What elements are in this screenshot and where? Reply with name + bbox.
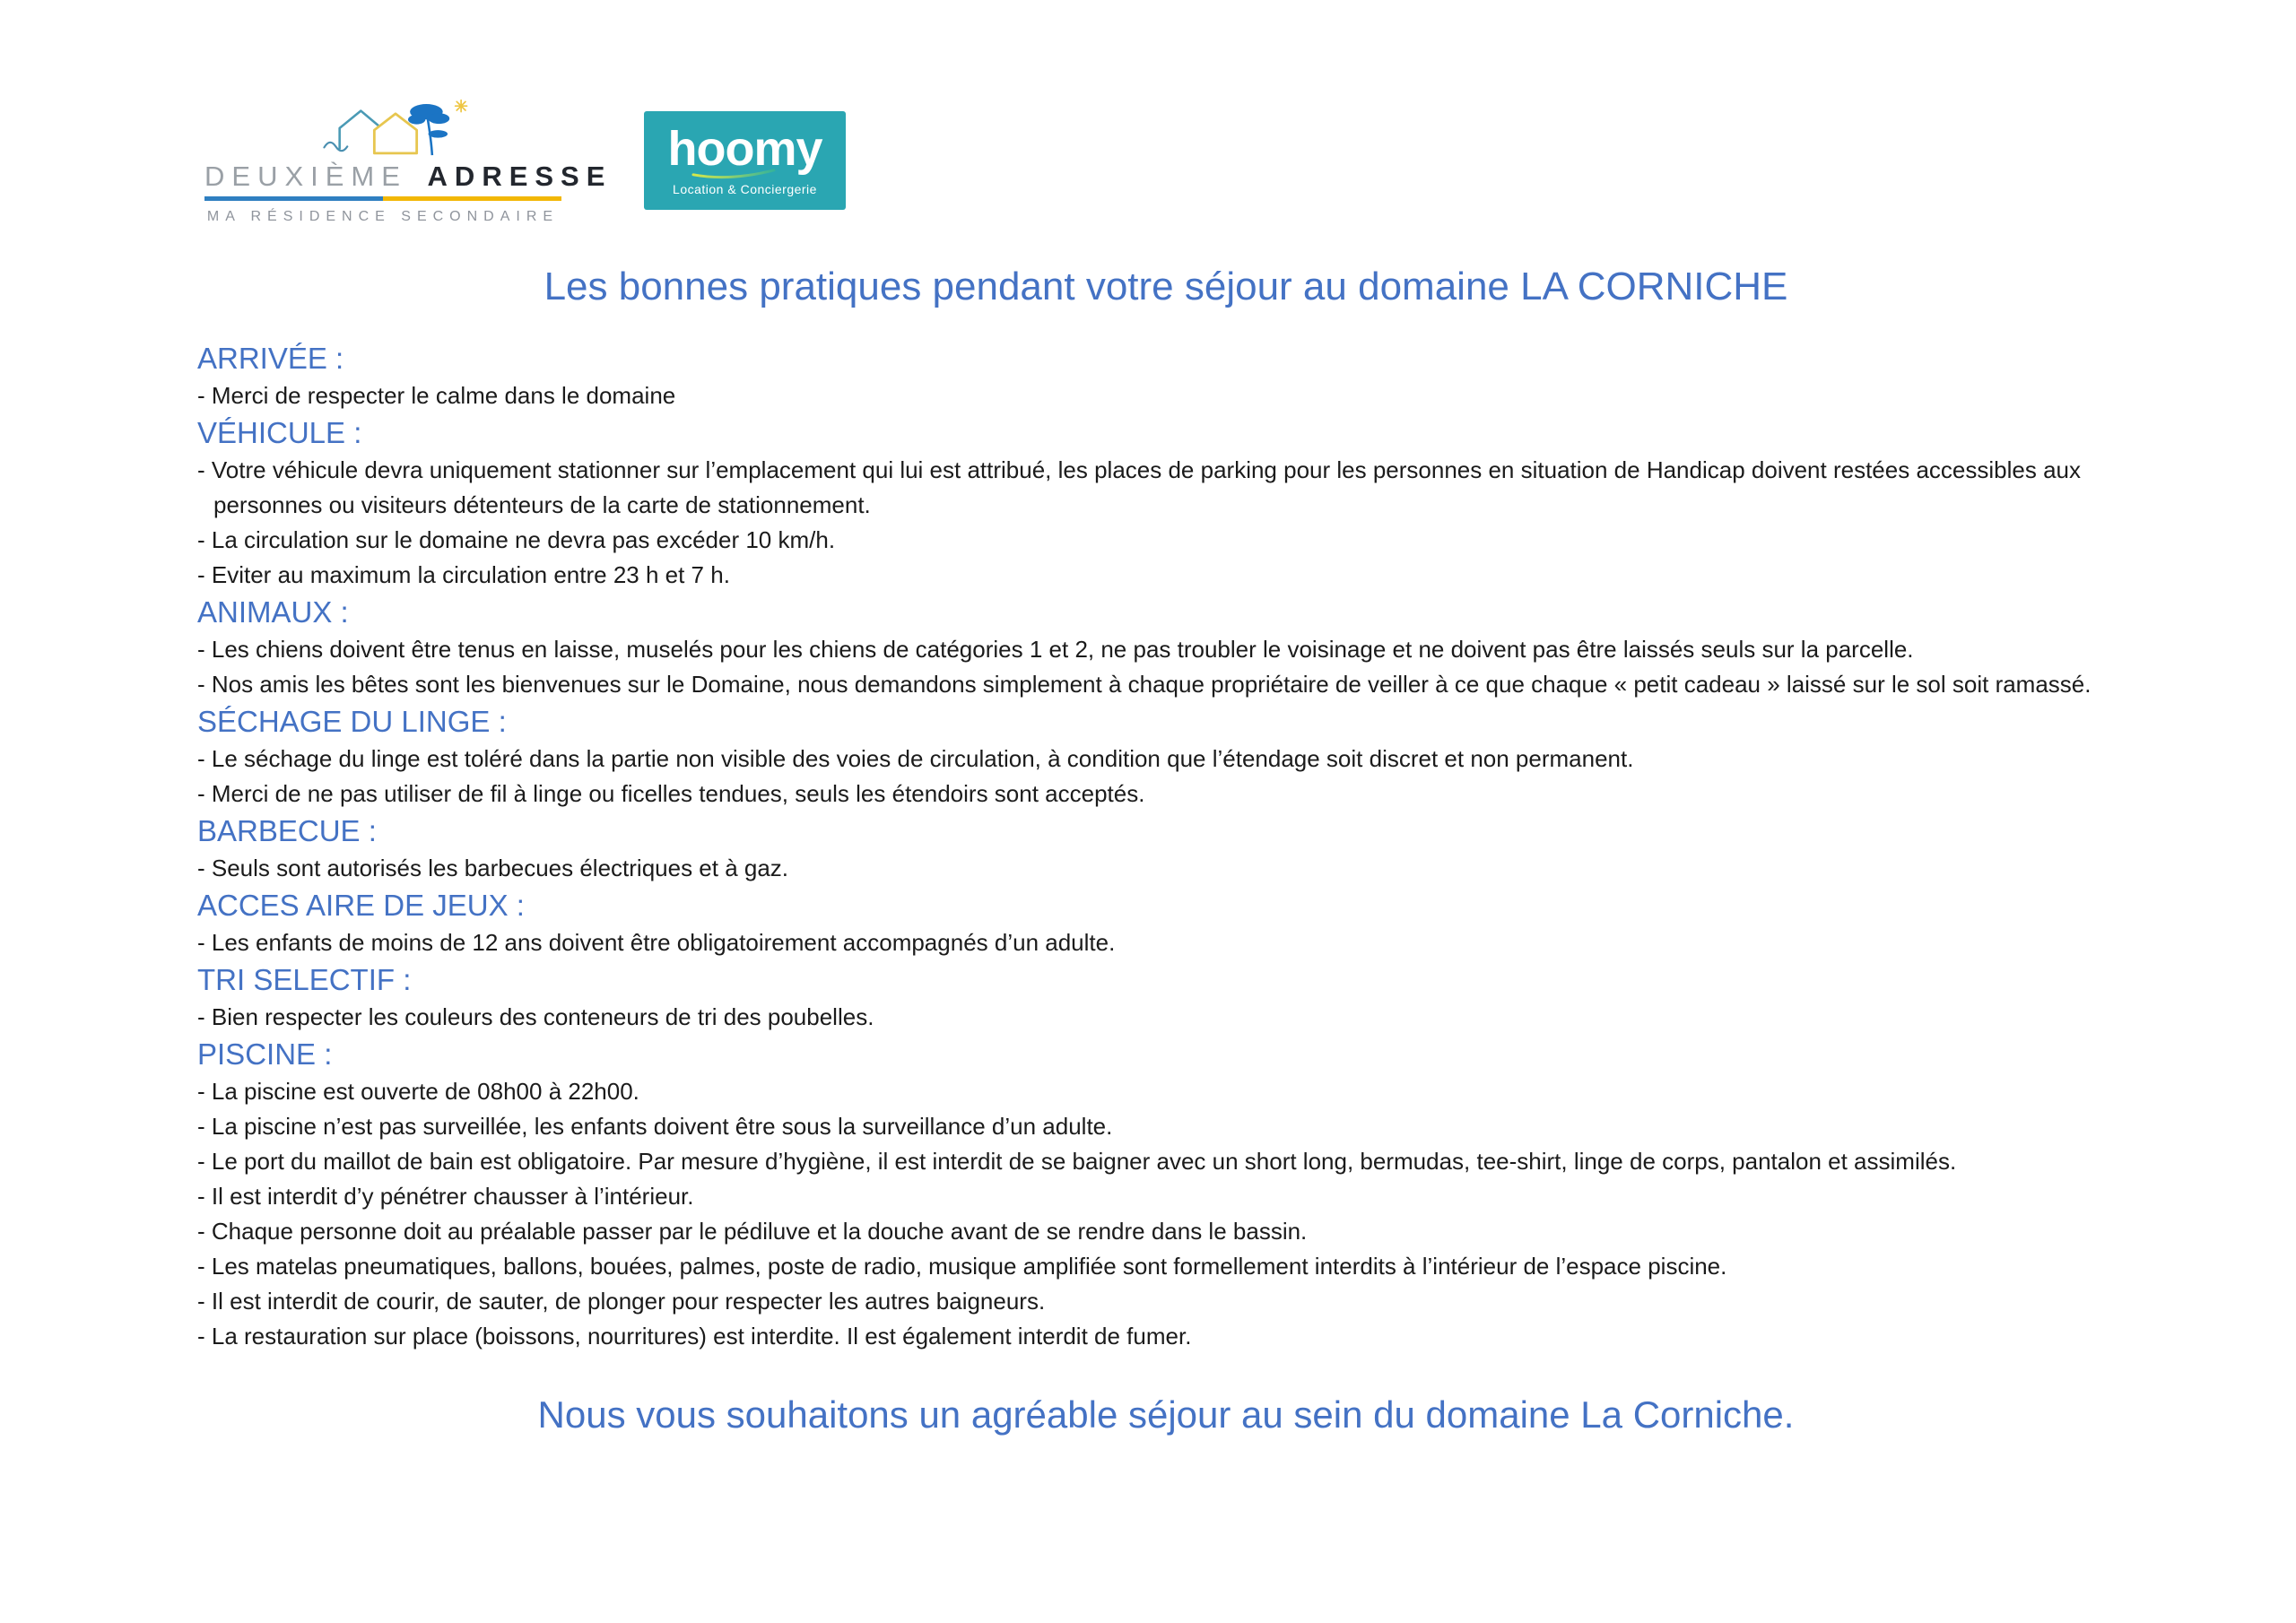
document-body	[197, 260, 2135, 1440]
rules-section	[197, 886, 2135, 960]
rule-item: - Il est interdit de courir, de sauter, de plonger pour respecter les autres baigneurs.	[197, 1288, 1046, 1315]
underline-yellow-segment	[383, 196, 561, 201]
rule-item: - Bien respecter les couleurs des conteneurs de tri des poubelles.	[197, 1003, 874, 1030]
rule-item: - Nos amis les bêtes sont les bienvenues sur le Domaine, nous demandons simplement à chaque propriétaire de veiller à ce que chaque « petit cadeau » laissé sur le sol soit ramassé.	[197, 671, 2092, 698]
underline-blue-segment	[204, 196, 383, 201]
rule-item: - Merci de ne pas utiliser de fil à linge ou ficelles tendues, seuls les étendoirs sont acceptés.	[197, 780, 1145, 807]
section-heading: TRI SELECTIF :	[197, 963, 412, 996]
logo-word-deuxieme: DEUXIÈME	[204, 161, 407, 192]
rule-item: - La piscine est ouverte de 08h00 à 22h00.	[197, 1078, 639, 1105]
rules-section	[197, 960, 2135, 1035]
section-heading: ARRIVÉE :	[197, 342, 344, 375]
rule-item: - Les matelas pneumatiques, ballons, bouées, palmes, poste de radio, musique amplifiée sont formellement interdits à l’intérieur de l’espace piscine.	[197, 1253, 1727, 1280]
deuxieme-adresse-wordmark	[204, 161, 613, 192]
rules-section	[197, 1035, 2135, 1354]
section-heading: ANIMAUX :	[197, 595, 349, 629]
rule-item: - Le séchage du linge est toléré dans la partie non visible des voies de circulation, à condition que l’étendage soit discret et non permanent.	[197, 745, 1634, 772]
rule-item: - Les chiens doivent être tenus en laisse, muselés pour les chiens de catégories 1 et 2, ne pas troubler le voisinage et ne doivent pas être laissés seuls sur la parcelle.	[197, 636, 1914, 663]
rule-item: - Le port du maillot de bain est obligatoire. Par mesure d’hygiène, il est interdit de se baigner avec un short long, bermudas, tee-shirt, linge de corps, pantalon et assimilés.	[197, 1148, 1957, 1175]
rule-item: - Seuls sont autorisés les barbecues électriques et à gaz.	[197, 855, 789, 881]
rule-item: - Votre véhicule devra uniquement stationner sur l’emplacement qui lui est attribué, les places de parking pour les personnes en situation de Handicap doivent restées accessibles aux personnes ou visiteurs détenteurs de la carte de stationnement.	[197, 456, 2081, 518]
section-heading: PISCINE :	[197, 1037, 333, 1071]
rule-item: - Chaque personne doit au préalable passer par le pédiluve et la douche avant de se rendre dans le bassin.	[197, 1218, 1308, 1245]
rules-section	[197, 339, 2135, 413]
rule-item: - Il est interdit d’y pénétrer chausser à l’intérieur.	[197, 1183, 694, 1210]
logo-two-color-underline	[204, 196, 561, 201]
rule-item: - La circulation sur le domaine ne devra pas excéder 10 km/h.	[197, 526, 836, 553]
section-heading: VÉHICULE :	[197, 416, 362, 449]
page-title: Les bonnes pratiques pendant votre séjour au domaine LA CORNICHE	[544, 265, 1788, 308]
rule-item: - Les enfants de moins de 12 ans doivent être obligatoirement accompagnés d’un adulte.	[197, 929, 1116, 956]
rules-section	[197, 812, 2135, 886]
rule-item: - La restauration sur place (boissons, nourritures) est interdite. Il est également interdit de fumer.	[197, 1323, 1192, 1350]
rule-item: - La piscine n’est pas surveillée, les enfants doivent être sous la surveillance d’un adulte.	[197, 1113, 1113, 1140]
sun-icon	[456, 100, 467, 112]
section-heading: BARBECUE :	[197, 814, 377, 847]
closing-message: Nous vous souhaitons un agréable séjour au sein du domaine La Corniche.	[537, 1393, 1795, 1436]
hoomy-smile-swoosh-icon	[689, 168, 778, 180]
deuxieme-adresse-tagline: MA RÉSIDENCE SECONDAIRE	[206, 209, 560, 224]
hoomy-wordmark: hoomy	[667, 122, 822, 176]
rule-item: - Merci de respecter le calme dans le domaine	[197, 382, 676, 409]
hoomy-tagline: Location & Conciergerie	[673, 182, 817, 196]
deuxieme-adresse-logo	[204, 99, 613, 225]
rules-section	[197, 593, 2135, 702]
houses-and-pine-tree-illustration	[318, 99, 473, 160]
logo-word-adresse: ADRESSE	[427, 161, 613, 192]
rule-item: - Eviter au maximum la circulation entre 23 h et 7 h.	[197, 561, 730, 588]
ground-squiggle-icon	[324, 143, 347, 151]
section-heading: ACCES AIRE DE JEUX :	[197, 889, 525, 922]
hoomy-logo	[644, 111, 846, 210]
rules-section	[197, 413, 2135, 593]
rules-sections-container	[197, 339, 2135, 1354]
rules-section	[197, 702, 2135, 812]
section-heading: SÉCHAGE DU LINGE :	[197, 705, 507, 738]
